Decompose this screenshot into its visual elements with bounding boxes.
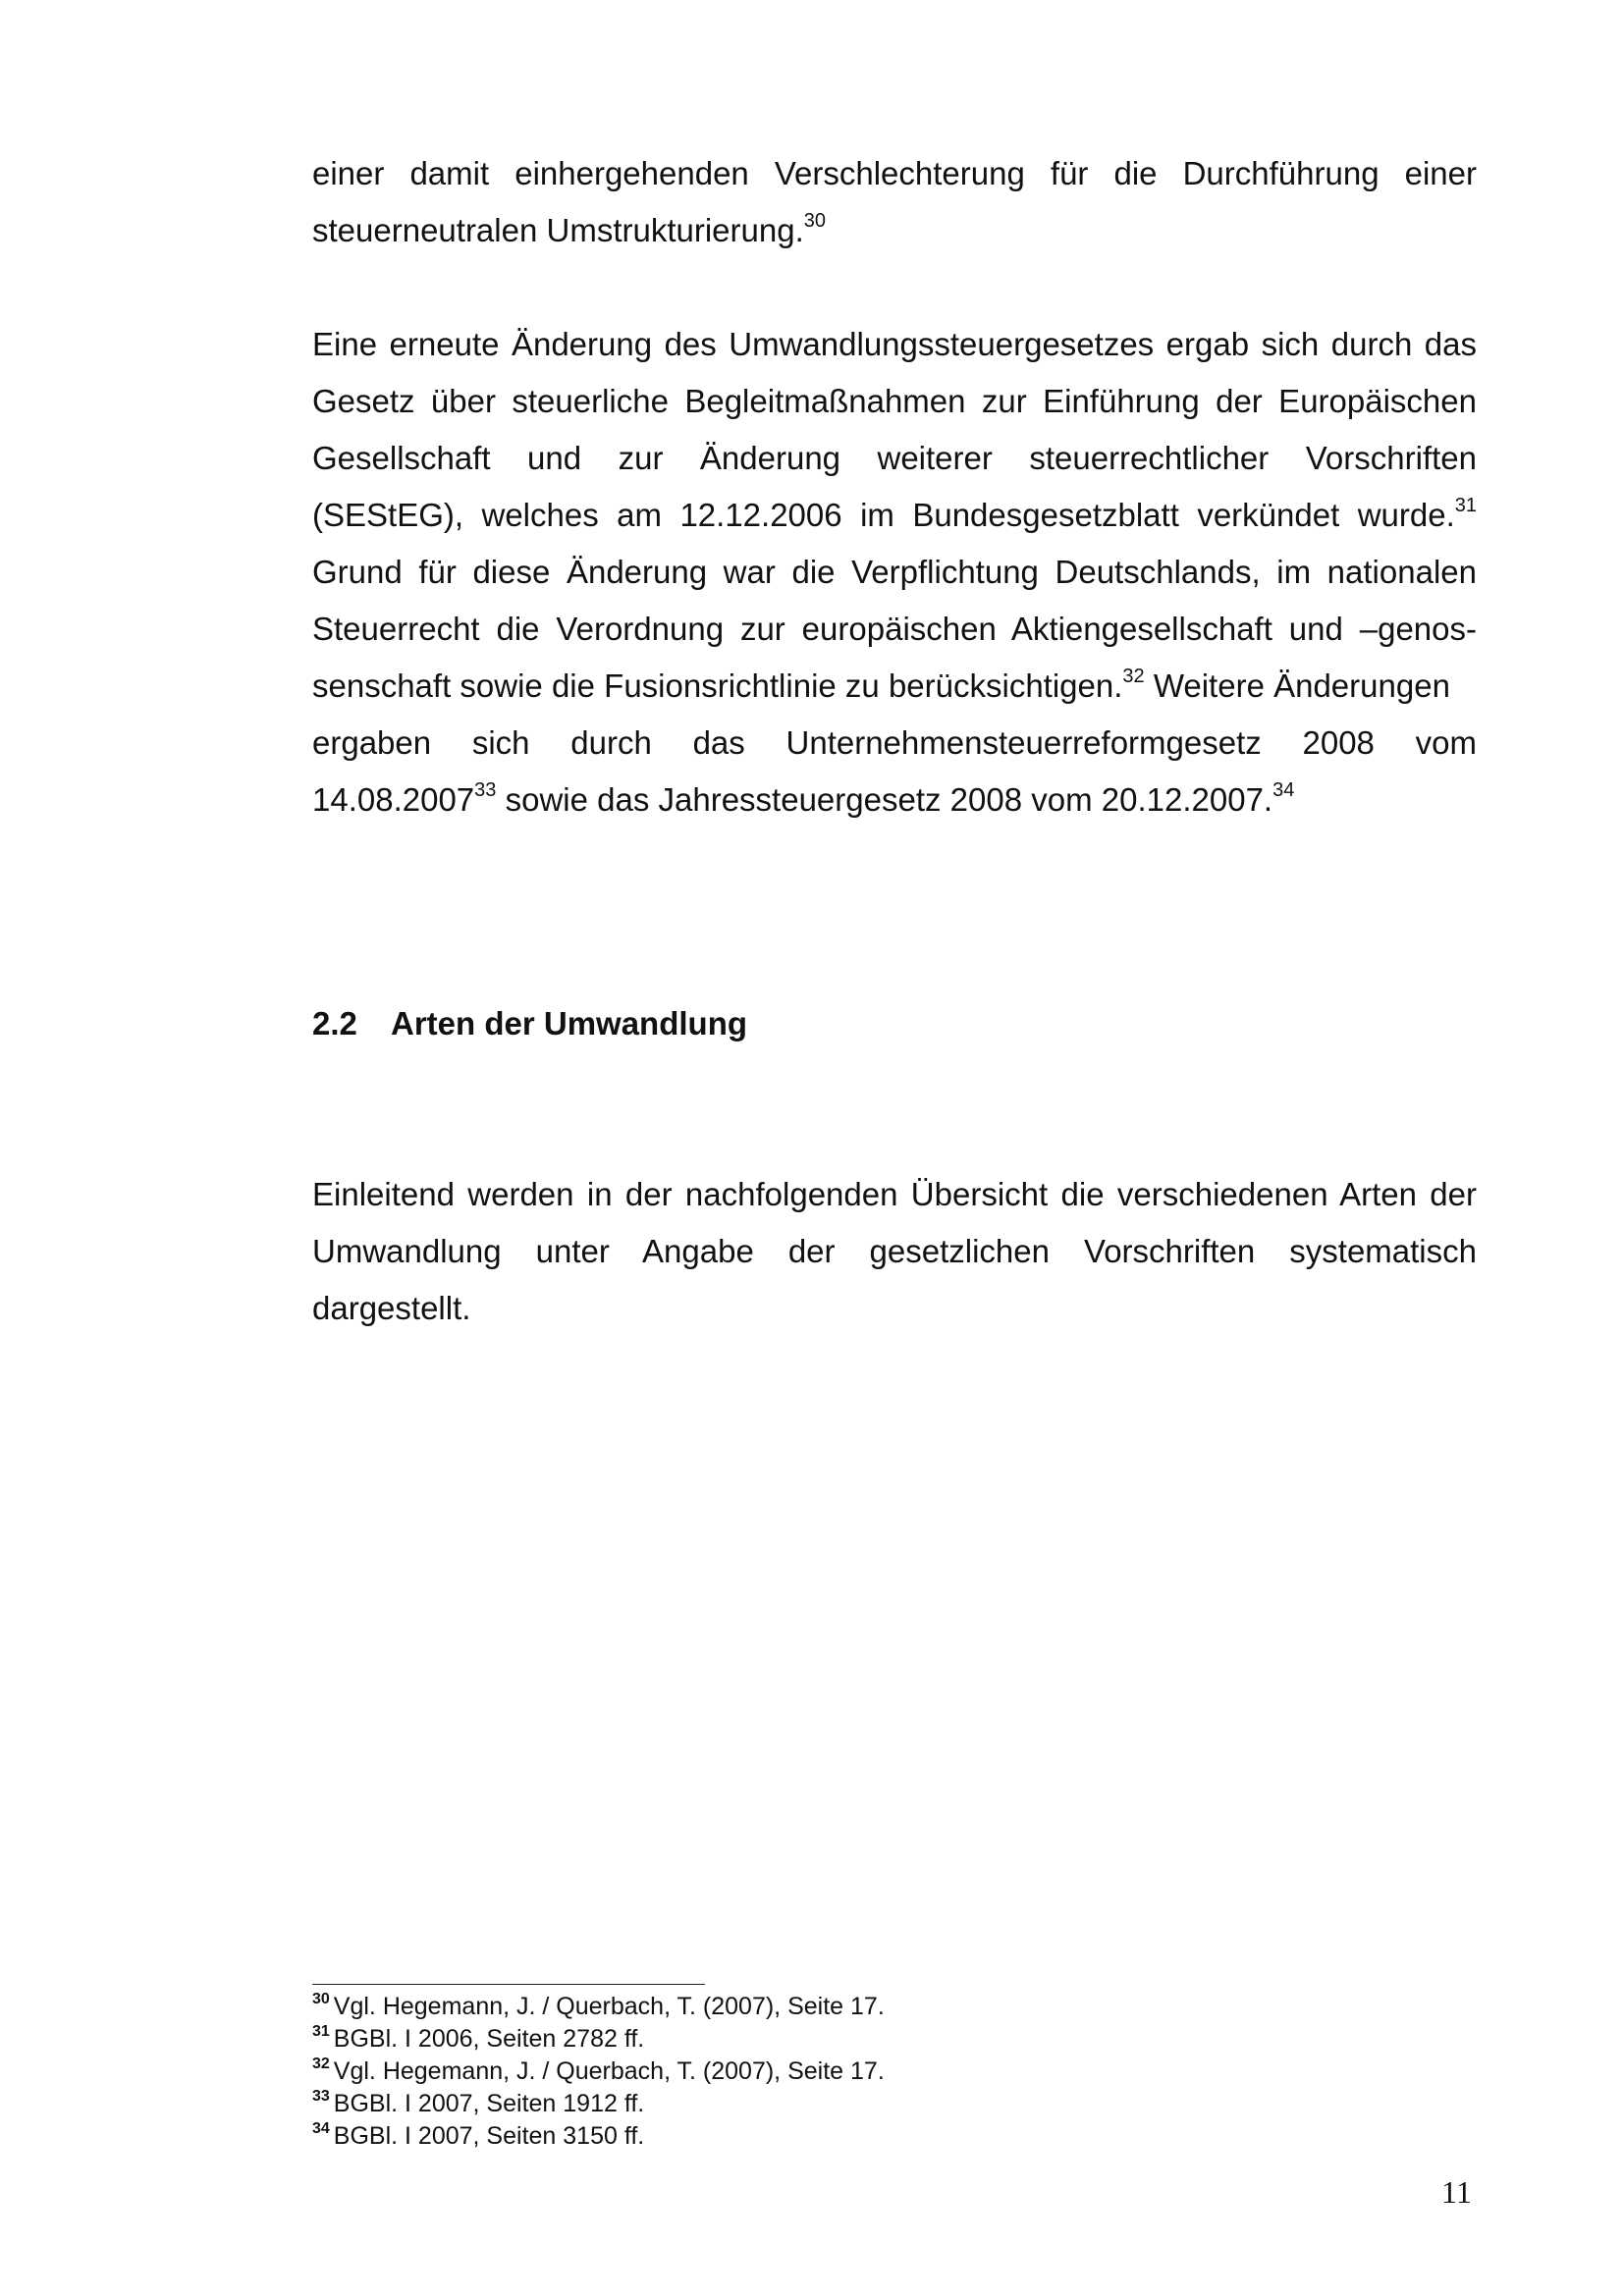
text-run: 14.08.2007 [312, 781, 475, 818]
footnote-text: Vgl. Hegemann, J. / Querbach, T. (2007), Seite 17. [333, 2057, 885, 2085]
text-run: Grund für diese Änderung war die Verpflichtung Deutschlands, im nationalen [312, 554, 1477, 590]
paragraph-line [312, 772, 1477, 828]
footnote-34 [312, 2120, 885, 2153]
footnote-ref-34[interactable]: 34 [1272, 779, 1295, 801]
paragraph-line [312, 430, 1477, 487]
footnote-30 [312, 1991, 885, 2023]
section-title: Arten der Umwandlung [391, 1005, 748, 1041]
text-run: sowie das Jahressteuergesetz 2008 vom 20.12.2007. [496, 781, 1273, 818]
text-run: einer damit einhergehenden Verschlechterung für die Durchführung einer [312, 155, 1477, 191]
section-number: 2.2 [312, 1005, 357, 1041]
page-number: 11 [1441, 2174, 1472, 2210]
footnote-text: BGBl. I 2007, Seiten 3150 ff. [333, 2122, 645, 2150]
footnote-ref-31[interactable]: 31 [1454, 495, 1477, 516]
footnote-ref-33[interactable]: 33 [474, 779, 497, 801]
footnote-ref-30[interactable]: 30 [803, 210, 826, 232]
text-run: Gesetz über steuerliche Begleitmaßnahmen zur Einführung der Europäischen [312, 383, 1477, 419]
paragraph-line [312, 544, 1477, 601]
paragraph-1 [312, 145, 1477, 259]
text-run: ergaben sich durch das Unternehmensteuerreformgesetz 2008 vom [312, 724, 1477, 761]
paragraph-line [312, 1166, 1477, 1223]
footnote-ref-32[interactable]: 32 [1122, 666, 1145, 687]
footnote-33 [312, 2088, 885, 2120]
footnotes [312, 1991, 885, 2153]
footnote-text: BGBl. I 2007, Seiten 1912 ff. [333, 2090, 645, 2117]
text-run: Einleitend werden in der nachfolgenden Übersicht die verschiedenen Arten der [312, 1176, 1477, 1212]
section-heading [312, 999, 747, 1048]
footnote-31 [312, 2023, 885, 2056]
paragraph-line [312, 373, 1477, 430]
text-run: Weitere Änderungen [1144, 667, 1450, 704]
footnote-32 [312, 2056, 885, 2088]
text-run: Gesellschaft und zur Änderung weiterer steuerrechtlicher Vorschriften [312, 440, 1477, 476]
footnote-number: 31 [312, 2023, 330, 2040]
footnote-number: 33 [312, 2088, 330, 2105]
paragraph-line [312, 316, 1477, 373]
footnote-text: BGBl. I 2006, Seiten 2782 ff. [333, 2025, 645, 2053]
paragraph-line [312, 1223, 1477, 1280]
text-run: senschaft sowie die Fusionsrichtlinie zu berücksichtigen. [312, 667, 1123, 704]
paragraph-line [312, 658, 1477, 715]
paragraph-line [312, 145, 1477, 202]
footnote-number: 34 [312, 2120, 330, 2137]
paragraph-2 [312, 316, 1477, 828]
footnote-text: Vgl. Hegemann, J. / Querbach, T. (2007), Seite 17. [333, 1993, 885, 2020]
paragraph-3 [312, 1166, 1477, 1337]
text-run: dargestellt. [312, 1290, 471, 1326]
paragraph-line [312, 202, 1477, 259]
footnote-number: 30 [312, 1991, 330, 2007]
paragraph-line [312, 601, 1477, 658]
text-run: Steuerrecht die Verordnung zur europäischen Aktiengesellschaft und –genos- [312, 611, 1477, 647]
text-run: Eine erneute Änderung des Umwandlungssteuergesetzes ergab sich durch das [312, 326, 1477, 362]
text-run: steuerneutralen Umstrukturierung. [312, 212, 804, 248]
paragraph-line [312, 1280, 1477, 1337]
text-run: (SEStEG), welches am 12.12.2006 im Bundesgesetzblatt verkündet wurde. [312, 497, 1455, 533]
text-run: Umwandlung unter Angabe der gesetzlichen Vorschriften systematisch [312, 1233, 1477, 1269]
paragraph-line [312, 715, 1477, 772]
footnote-separator [312, 1984, 705, 1985]
paragraph-line [312, 487, 1477, 544]
footnote-number: 32 [312, 2056, 330, 2072]
